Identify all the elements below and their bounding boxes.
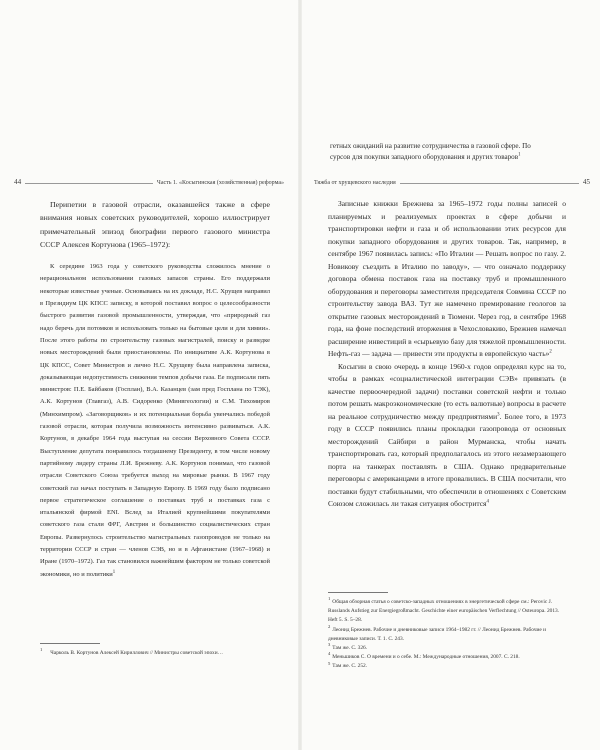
footnote-ref[interactable]: 1 — [518, 152, 521, 158]
footnote-text: Меньшиков С. О времени и о себе. М.: Международные отношения, 2007. С. 218. — [332, 654, 520, 661]
footnote-separator — [40, 643, 100, 644]
paragraph — [328, 198, 566, 361]
footnote — [328, 662, 566, 671]
left-body — [40, 198, 270, 581]
previous-paragraph-tail — [330, 141, 562, 163]
footnote-ref[interactable]: 1 — [112, 569, 116, 575]
footnote-text: Там же. С. 326. — [332, 645, 368, 652]
footnote-text: Леонид Брежнев. Рабочие и дневниковые записи 1964–1982 гг. // Леонид Брежнев. Рабочие и дневниковые записи. Т. 1. С. 243. — [328, 626, 547, 642]
footnote-text: Чарколь В. Кортунов Алексей Кириллович // Министры советской эпохи… — [50, 650, 223, 656]
footnote-number: 1 — [40, 647, 43, 653]
tail-line-text: сурсов для покупки западного оборудования и других товаров — [330, 153, 519, 162]
footnote-number: 4 — [328, 651, 331, 657]
biography-quote-text: К середине 1963 года у советского руководства сложилось мнение о нерациональном использовании газовых запасов страны. Его поддержали некоторые известные ученые. Основываясь на их докладе, Н.С. Хрущев направил в Президиум ЦК КПСС записку, в которой поставил вопрос о целесообразности быстрого развития газовой промышленности, утверждая, что «природный газ надо беречь для потомков и использовать только на бытовые цели и для химии». После этого работы по строительству газовых магистралей, поиску и разведке новых месторождений были приостановлены. По инициативе А.К. Кортунова в ЦК КПСС, Совет Министров и лично Н.С. Хрущеву была направлена записка, доказывающая недопустимость снижения темпов добычи газа. Ее подписали пять министров: П.Е. Байбаков (Госплан), В.А. Казанцев (зам пред Госплана по ТЭК), А.К. Кортунов (Главгаз), А.В. Сидоренко (Минвгеологии) и С.М. Тихомиров (Минхимпром). «Заговорщиков» и их потенциальная борьба увенчались победой газовой отрасли, которая получила возможность интенсивно развиваться. А.К. Кортунов, в декабре 1964 года выступая на сессии Верховного Совета СССР. Выступление депутата понравилось тогдашнему Президенту, в том числе новому партийному лидеру страны Л.И. Брежневу. А.К. Кортунов понимал, что газовой отрасли Советского Союза требуется выход на мировые рынки. В 1967 году советский газ начал поступать в Западную Европу. В 1969 году было подписано первое стратегическое соглашение о поставках труб и поставках газа с итальянской фирмой ENI. Вслед за Италией крупнейшими покупателями советского газа стали ФРГ, Австрия и большинство социалистических стран Европы. Развернулось строительство магистральных газопроводов не только на территории СССР и стран — членов СЭВ, но и в Афганистане (1967–1968) и Иране (1970–1972). Газ так становился важнейшим фактором не только советской экономики, но и политики — [40, 263, 270, 578]
tail-line: гетных ожиданий на развитие сотрудничества в газовой сфере. По — [330, 142, 531, 150]
intro-paragraph: Перипетии в газовой отрасли, оказавшейся также в сфере внимания новых советских руководителей, хорошо иллюстрирует примечательный эпизод биографии первого газового министра СССР Алексея Кортунова (1965–1972): — [40, 200, 270, 249]
footnote — [328, 598, 566, 626]
footnote — [328, 623, 566, 644]
paragraph-text: Записные книжки Брежнева за 1965–1972 годы полны записей о планируемых и реализуемых проектах в сфере добычи и транспортировки нефти и газа и об использовании этих ресурсов для покупки западного оборудования и других товаров. Так, например, в сентябре 1967 появилась запись: «По Италии — Решать вопрос по газу. 2. Новикову съездить в Италию по заводу», — что означало поддержку договора обмена поставок газа на поставку труб и промышленного оборудования и переговоры заместителя председателя Совмина СССР по строительству завода ВАЗ. Тут же намечено премирование геологов за открытие газовых месторождений в Тюмени. Через год, в сентябре 1968 года, на фоне последствий вторжения в Чехословакию, Брежнев намечал расширение инвестиций в «сырьевую базу для тяжелой промышленности. Нефть-газ — задача — привести эти продукты в европейскую часть» — [328, 199, 566, 358]
page-number: 45 — [582, 178, 590, 186]
running-head-title: Часть 1. «Косыгинская (хозяйственная) реформа» — [156, 180, 284, 186]
biography-quote — [40, 261, 270, 581]
footnote-text: Общая обзорная статья о советско-западных отношениях в энергетической сфере см.: Perovic J. Russlands Aufstieg zur Energiegroßmacht. Geschichte einer europäischen Verflechtung // Osteuropa. 2013. Heft 5. S. 5–28. — [328, 599, 560, 624]
footnote-number: 3 — [328, 642, 331, 648]
paragraph — [328, 361, 566, 511]
running-head — [14, 178, 284, 188]
footnote-separator — [328, 592, 388, 593]
tail-line — [330, 152, 562, 163]
footnote-ref[interactable]: 2 — [549, 349, 552, 355]
paragraph-text: Косыгин в свою очередь в конце 1960-х годов определял курс на то, чтобы в рамках «социалистической интеграции СЭВ» привязать (в качестве первоочередной задачи) поставки советской нефти и только потом решать макроэкономические (то есть валютные) вопросы в расчете на реальное сотрудничество между предприятиями — [328, 361, 566, 421]
footnote-number: 5 — [328, 660, 331, 666]
running-head-title: Тяжба от хрущевского наследия — [314, 180, 396, 186]
paragraph-text: . Более того, в 1973 году в СССР появились планы прокладки газопровода от основных месторождений Сайбири в район Мурманска, чтобы начать транспортировать газ, который предполагалось из этого незамерзающего порта на танкерах поставлять в США. Однако предварительные переговоры с американцами в итоге провалились. В США посчитали, что поставки будут стабильными, что обеспечили в отношениях с Советским Союзом сложилась ли такая ситуация обострится — [328, 411, 566, 508]
left-footnotes — [40, 649, 270, 658]
right-body — [328, 198, 566, 511]
footnote-ref[interactable]: 3 — [497, 412, 500, 417]
footnote — [328, 653, 566, 662]
footnote — [328, 644, 566, 653]
header-rule — [25, 183, 153, 184]
right-footnotes — [328, 598, 566, 672]
footnote-text: Там же. С. 252. — [332, 663, 368, 670]
footnote-number: 2 — [328, 623, 331, 629]
header-rule — [400, 183, 579, 184]
right-page — [302, 0, 600, 750]
page-number: 44 — [14, 178, 22, 186]
footnote — [40, 649, 270, 658]
footnote-number: 1 — [328, 596, 331, 602]
left-page — [0, 0, 298, 750]
footnote-ref[interactable]: 4 — [486, 499, 489, 505]
running-head — [314, 178, 590, 188]
